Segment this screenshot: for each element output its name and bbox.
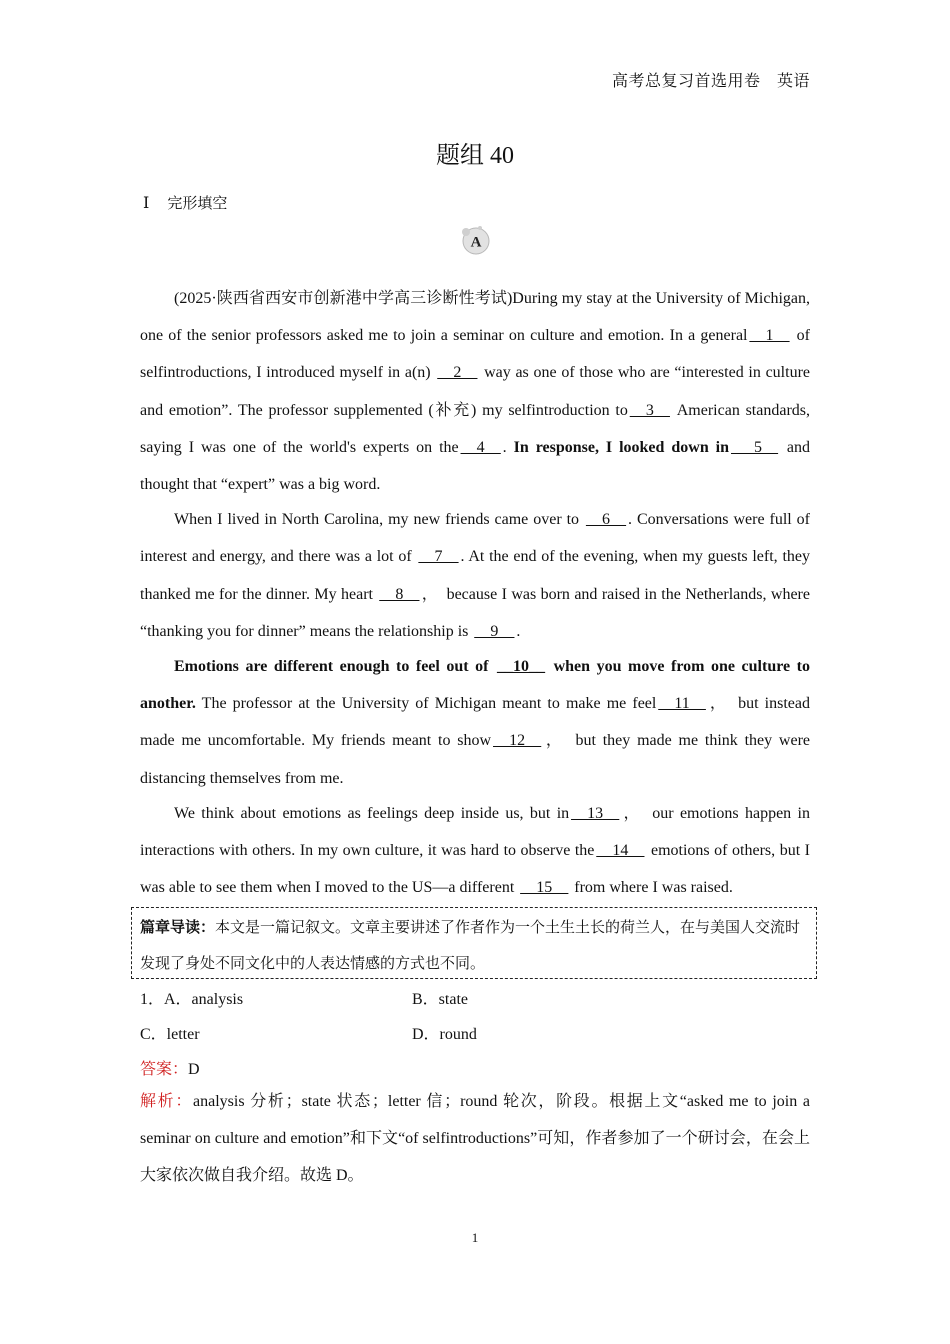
bold-sentence: when you move from one culture to another.	[140, 658, 810, 713]
blank-1: __1__	[749, 327, 790, 345]
cloze-passage	[140, 280, 810, 906]
page-title: 题组 40	[436, 143, 514, 169]
explanation	[140, 1083, 810, 1194]
passage-text: ， because I was born and raised in the Netherlands, where “thanking you for dinner” means the relationship is	[140, 585, 810, 640]
passage-text: .	[502, 438, 514, 456]
blank-12: __12__	[493, 732, 542, 750]
passage-paragraph-3	[140, 648, 810, 797]
passage-paragraph-2	[140, 501, 810, 650]
option-c: C．letter	[140, 1026, 200, 1043]
answer-line	[140, 1056, 200, 1079]
blank-8: __8__	[379, 585, 420, 603]
blank-11: __11__	[658, 695, 706, 713]
passage-text: ， our emotions happen in interactions with others. In my own culture, it was hard to observe the	[140, 804, 810, 860]
blank-3: __3__	[629, 401, 670, 419]
passage-text: . Conversations were full of interest and energy, and there was a lot of	[140, 511, 810, 566]
option-d: D．round	[412, 1026, 477, 1043]
passage-text: The professor at the University of Michigan meant to make me feel	[195, 695, 657, 713]
blank-9: __9__	[474, 622, 515, 640]
passage-text: ， but instead made me uncomfortable. My friends meant to show	[140, 695, 810, 750]
blank-14: __14__	[596, 842, 645, 860]
explanation-text: analysis 分析；state 状态；letter 信；round 轮次，阶段。根据上文“asked me to join a seminar on culture and emotion”和下文“of selfintroductions”可知，作者参加了一个研讨会，在会上大家依次做自我介绍。故选 D。	[140, 1093, 810, 1184]
page-number: 1	[471, 1230, 479, 1245]
explanation-label: 解析：	[140, 1093, 194, 1110]
passage-text: from where I was raised.	[570, 879, 733, 897]
option-b: B．state	[412, 991, 468, 1008]
answer-label: 答案：	[140, 1061, 189, 1078]
badge-letter: A	[470, 234, 482, 251]
passage-text: .	[516, 622, 521, 640]
option-a: 1．A．analysis	[140, 991, 244, 1008]
passage-text: . At the end of the evening, when my guests left, they thanked me for the dinner. My heart	[140, 548, 810, 603]
passage-text: American standards, saying I was one of the world's experts on the	[140, 401, 811, 456]
passage-text: When I lived in North Carolina, my new friends came over to	[174, 511, 584, 529]
passage-text: (2025·陕西省西安市创新港中学高三诊断性考试)During my stay at the University of Michigan, one of the senior professors asked me to join a seminar on culture and emotion. In a general	[140, 290, 810, 345]
blank-5: __5__	[731, 438, 778, 456]
passage-paragraph-4	[140, 795, 810, 907]
blank-13: __13__	[571, 804, 620, 822]
passage-text: of selfintroductions, I introduced myself in a(n)	[140, 327, 811, 382]
blank-2: __2__	[437, 364, 478, 382]
guide-text: 本文是一篇记叙文。文章主要讲述了作者作为一个土生土长的荷兰人，在与美国人交流时发现了身处不同文化中的人表达情感的方式也不同。	[140, 920, 801, 972]
passage-text: We think about emotions as feelings deep inside us, but in	[174, 804, 570, 822]
passage-text: and thought that “expert” was a big word.	[140, 438, 811, 494]
blank-10: __10__	[497, 658, 546, 676]
passage-paragraph-1	[140, 280, 810, 503]
section-name: 完形填空	[167, 194, 228, 212]
section-heading	[143, 192, 227, 213]
passage-text: ， but they made me think they were distancing themselves from me.	[140, 732, 810, 787]
passage-text: emotions of others, but I was able to see them when I moved to the US—a different	[140, 842, 811, 897]
answer-value: D	[188, 1061, 200, 1078]
page-header: 高考总复习首选用卷 英语	[611, 73, 810, 90]
section-number: Ⅰ	[143, 195, 150, 212]
passage-a-badge	[460, 226, 488, 254]
blank-4: __4__	[460, 438, 501, 456]
blank-7: __7__	[418, 548, 459, 566]
passage-text: way as one of those who are “interested in culture and emotion”. The professor supplemented (补充) my selfintroduction to	[140, 364, 810, 419]
blank-15: __15__	[520, 879, 569, 897]
blank-6: __6__	[586, 511, 626, 529]
guide-label: 篇章导读：	[140, 920, 216, 936]
bold-sentence: Emotions are different enough to feel out of	[174, 658, 496, 676]
bold-sentence: In response, I looked down in	[513, 438, 730, 456]
passage-guide-box	[131, 907, 817, 979]
